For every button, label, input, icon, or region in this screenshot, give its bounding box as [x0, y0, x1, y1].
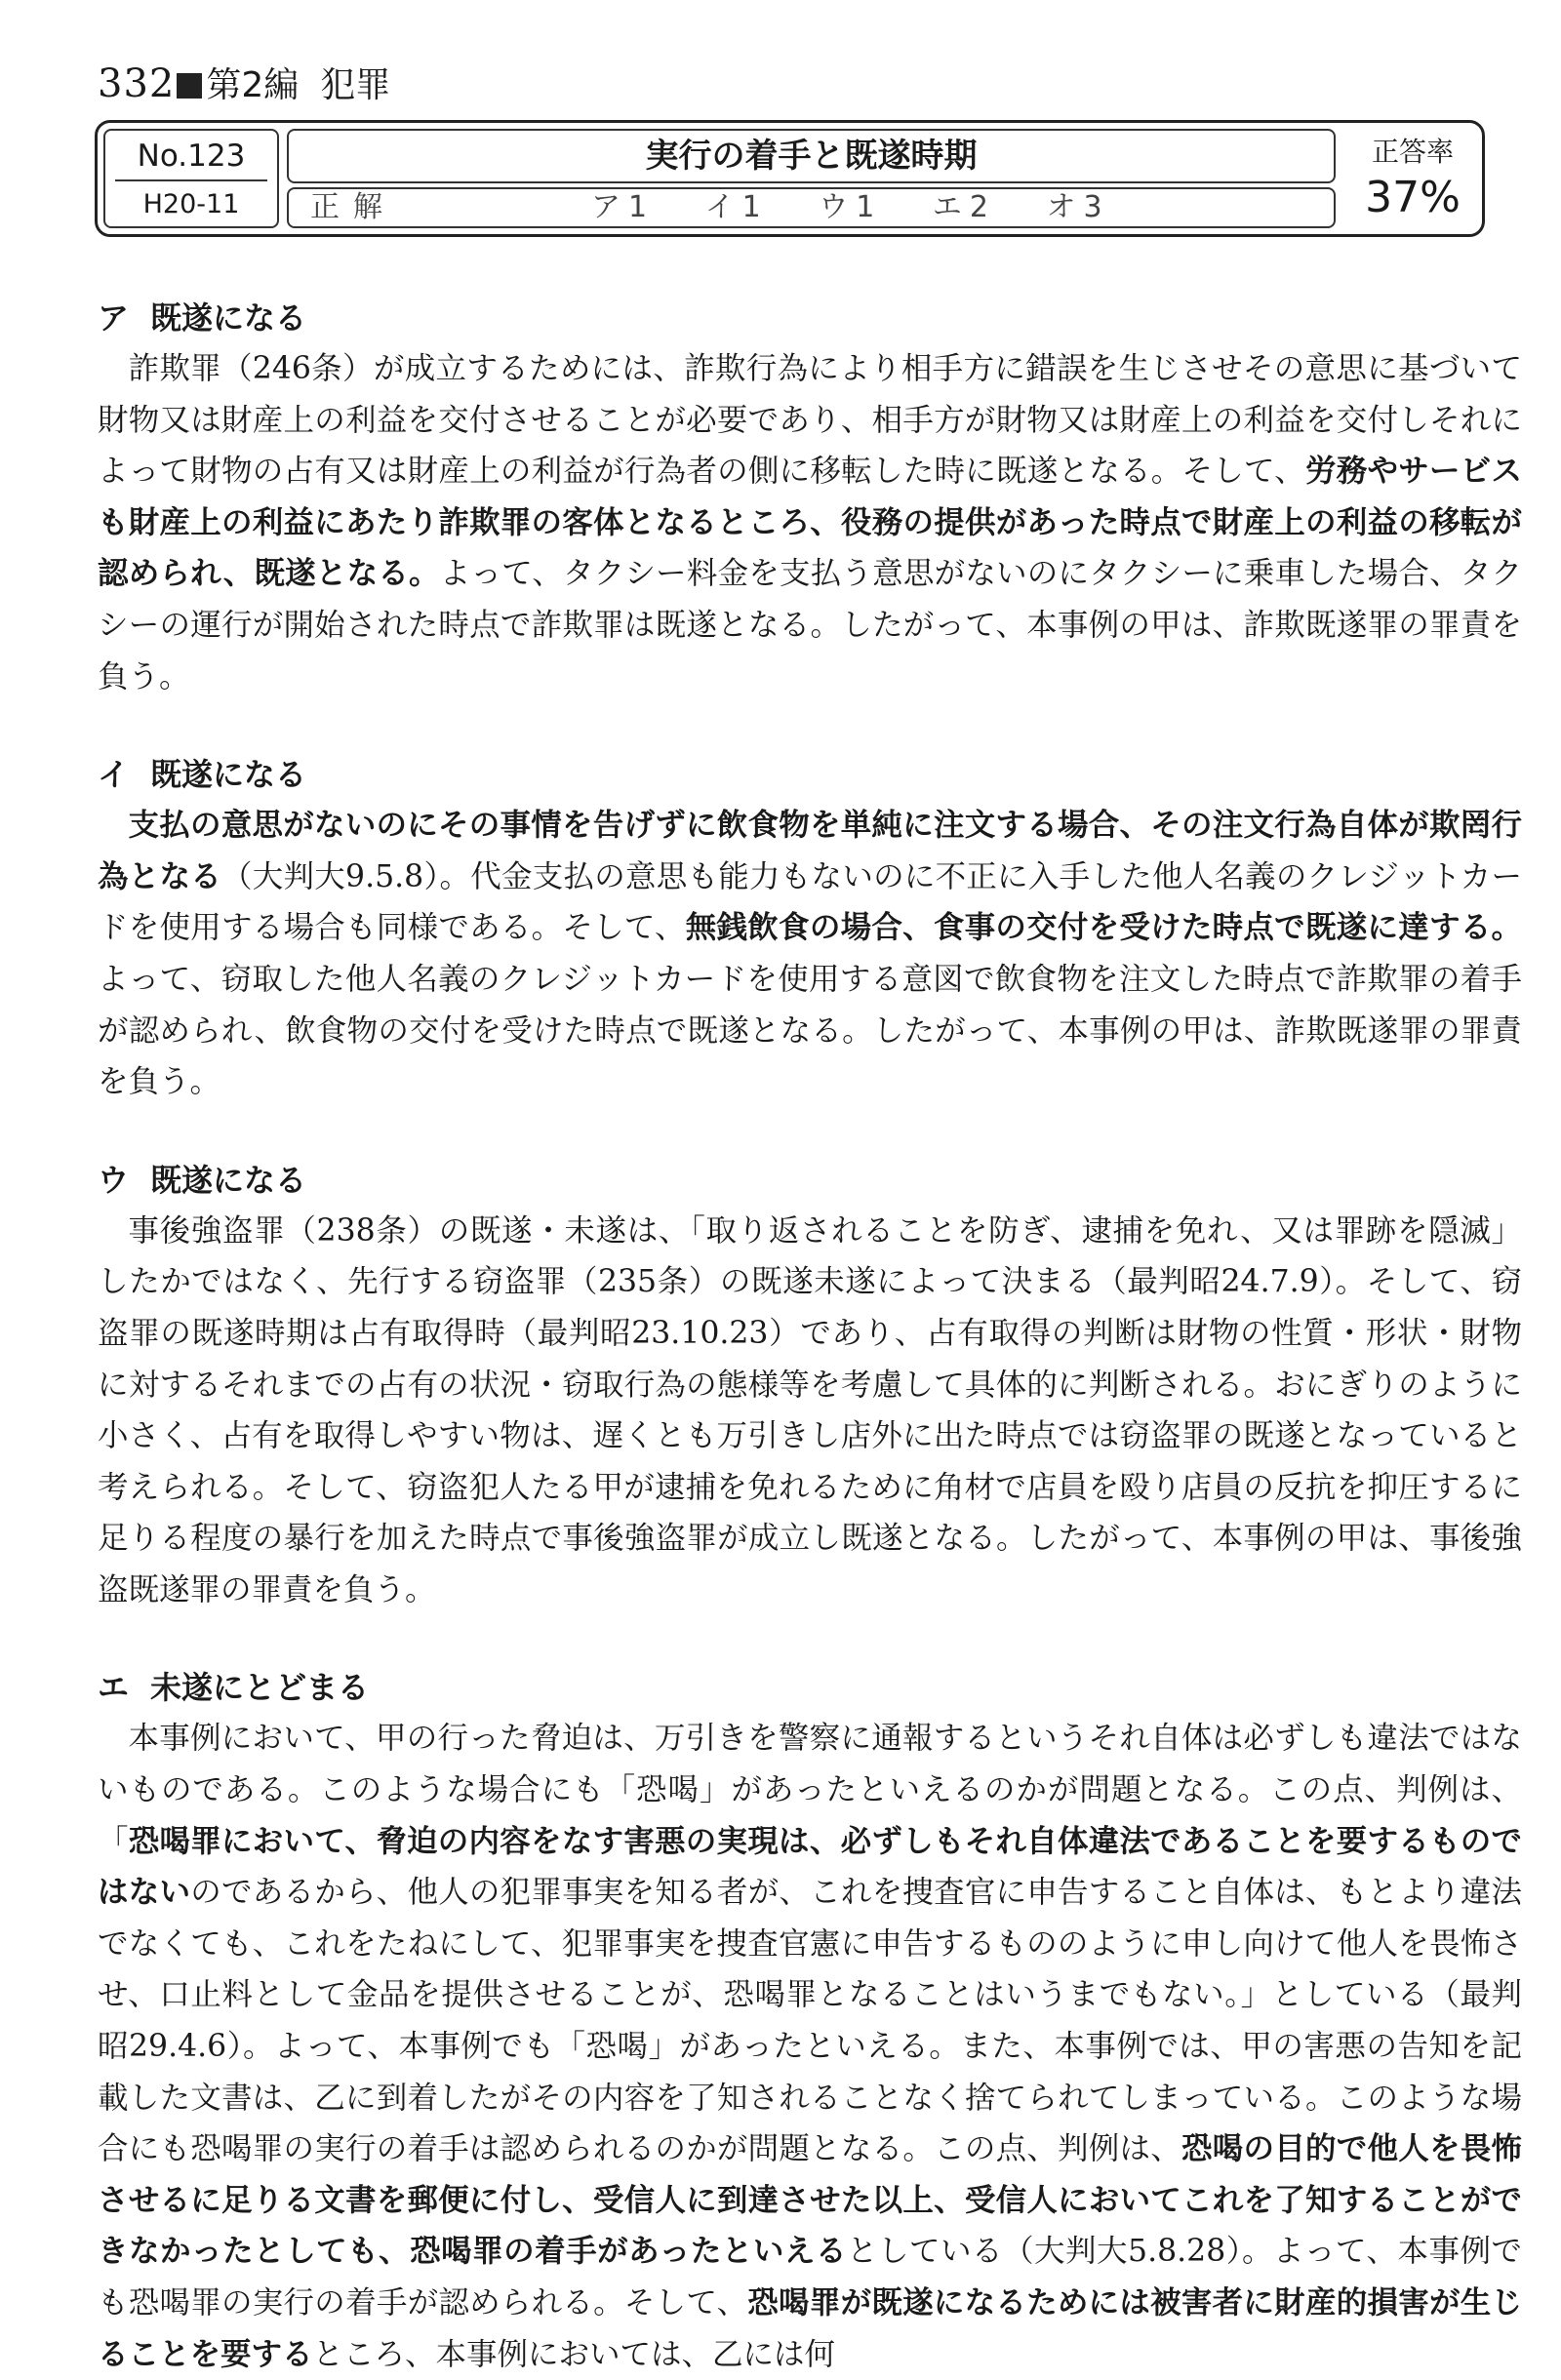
question-header-box: [95, 120, 1485, 237]
emphasis-text: 恐喝の目的で他人を畏怖させるに足りる文書を郵便に付し、受信人に到達させた以上、受信人においてこれを了知することができなかったとしても、恐喝罪の着手があったといえる: [98, 2131, 1522, 2270]
text-run: よって、タクシー料金を支払う意思がないのにタクシーに乗車した場合、タクシーの運行が開始された時点で詐欺罪は既遂となる。したがって、本事例の甲は、詐欺既遂罪の罪責を負う。: [98, 556, 1522, 694]
section-paragraph: [98, 343, 1522, 702]
section-verdict: 既遂になる: [150, 299, 307, 337]
text-run: 本事例において、甲の行った脅迫は、万引きを警察に通報するというそれ自体は必ずしも違法ではないものである。このような場合にも「恐喝」があったといえるのかが問題となる。この点、判例は、「: [98, 1721, 1522, 1859]
section-label: 犯罪: [320, 65, 391, 105]
text-run: （大判大9.5.8）。代金支払の意思も能力もないのに不正に入手した他人名義のクレジットカードを使用する場合も同様である。そして、: [98, 858, 1522, 946]
question-title: 実行の着手と既遂時期: [287, 129, 1336, 183]
correct-rate-label: 正答率: [1371, 136, 1454, 168]
answer-label: 正解: [310, 190, 396, 224]
section-u: [98, 1155, 1522, 1616]
divider: [115, 179, 267, 181]
emphasis-text: 労務やサービスも財産上の利益にあたり詐欺罪の客体となるところ、役務の提供があった時点で財産上の利益の移転が認められ、既遂となる。: [98, 454, 1522, 592]
answer-row: [287, 187, 1336, 228]
section-heading: [98, 749, 1522, 800]
running-head: [98, 60, 390, 109]
question-id-cell: [103, 129, 279, 228]
page-number: 332: [98, 61, 176, 106]
explanation-body: [98, 293, 1522, 2380]
text-run: ところ、本事例においては、乙には何: [312, 2336, 836, 2372]
chapter-label: 第2編: [206, 65, 300, 105]
correct-rate-value: 37%: [1365, 173, 1461, 222]
section-heading: [98, 1155, 1522, 1206]
section-mark: ウ: [98, 1161, 130, 1199]
correct-rate-cell: [1346, 129, 1479, 228]
emphasis-text: 恐喝罪が既遂になるためには被害者に財産的損害が生じることを要する: [98, 2285, 1522, 2372]
section-i: [98, 749, 1522, 1108]
question-number: No.123: [137, 139, 246, 174]
section-verdict: 未遂にとどまる: [150, 1669, 370, 1707]
emphasis-text: 恐喝罪において、脅迫の内容をなす害悪の実現は、必ずしもそれ自体違法であることを要するものではない: [98, 1823, 1522, 1911]
emphasis-text: 無銭飲食の場合、食事の交付を受けた時点で既遂に達する。: [685, 910, 1522, 946]
section-mark: エ: [98, 1669, 130, 1707]
section-paragraph: [98, 1713, 1522, 2380]
section-heading: [98, 1662, 1522, 1713]
section-a: [98, 293, 1522, 702]
section-paragraph: [98, 1206, 1522, 1616]
section-e: [98, 1662, 1522, 2380]
text-run: よって、窃取した他人名義のクレジットカードを使用する意図で飲食物を注文した時点で詐欺罪の着手が認められ、飲食物の交付を受けた時点で既遂となる。したがって、本事例の甲は、詐欺既遂罪の罪責を負う。: [98, 961, 1522, 1100]
text-run: のであるから、他人の犯罪事実を知る者が、これを捜査官に申告すること自体は、もとより違法でなくても、これをたねにして、犯罪事実を捜査官憲に申告するもののように申し向けて他人を畏怖させ、口止料として金品を提供させることが、恐喝罪となることはいうまでもない。」としている（最判昭29.4.6）。よって、本事例でも「恐喝」があったといえる。また、本事例では、甲の害悪の告知を記載した文書は、乙に到着したがその内容を了知されることなく捨てられてしまっている。このような場合にも恐喝罪の実行の着手は認められるのかが問題となる。この点、判例は、: [98, 1875, 1522, 2167]
section-mark: ア: [98, 299, 130, 337]
section-mark: イ: [98, 756, 130, 794]
answer-key: ア1 イ1 ウ1 エ2 オ3: [591, 190, 1110, 224]
text-run: としている（大判大5.8.28）。よって、本事例でも恐喝罪の実行の着手が認められる。そして、: [98, 2234, 1522, 2320]
text-run: 詐欺罪（246条）が成立するためには、詐欺行為により相手方に錯誤を生じさせその意思に基づいて財物又は財産上の利益を交付させることが必要であり、相手方が財物又は財産上の利益を交付しそれによって財物の占有又は財産上の利益が行為者の側に移転した時に既遂となる。そして、: [98, 351, 1522, 490]
emphasis-text: 支払の意思がないのにその事情を告げずに飲食物を単純に注文する場合、その注文行為自体が欺罔行為となる: [98, 808, 1522, 894]
section-verdict: 既遂になる: [150, 756, 307, 794]
section-paragraph: [98, 800, 1522, 1108]
square-bullet-icon: [177, 73, 202, 99]
text-run: 事後強盗罪（238条）の既遂・未遂は、「取り返されることを防ぎ、逮捕を免れ、又は罪跡を隠滅」したかではなく、先行する窃盗罪（235条）の既遂未遂によって決まる（最判昭24.7.9）。そして、窃盗罪の既遂時期は占有取得時（最判昭23.10.23）であり、占有取得の判断は財物の性質・形状・財物に対するそれまでの占有の状況・窃取行為の態様等を考慮して具体的に判断される。おにぎりのように小さく、占有を取得しやすい物は、遅くとも万引きし店外に出た時点では窃盗罪の既遂となっていると考えられる。そして、窃盗犯人たる甲が逮捕を免れるために角材で店員を殴り店員の反抗を抑圧するに足りる程度の暴行を加えた時点で事後強盗罪が成立し既遂となる。したがって、本事例の甲は、事後強盗既遂罪の罪責を負う。: [98, 1212, 1522, 1607]
section-heading: [98, 293, 1522, 343]
question-source: H20-11: [142, 189, 240, 219]
section-verdict: 既遂になる: [150, 1161, 307, 1199]
